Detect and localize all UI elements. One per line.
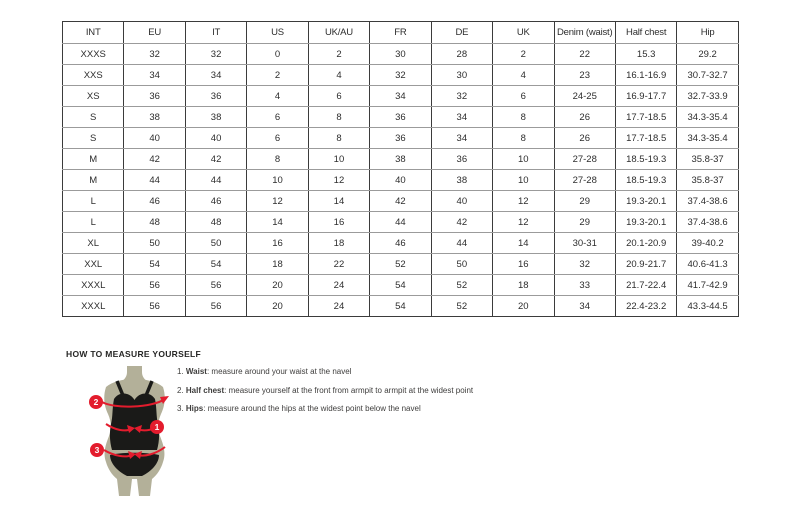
size-chart-cell: 50 [124, 233, 185, 254]
measure-steps [177, 366, 507, 422]
size-chart-cell: 16 [308, 212, 369, 233]
size-chart-cell: 36 [370, 128, 431, 149]
size-chart-cell: 8 [308, 128, 369, 149]
size-chart-cell: 56 [185, 275, 246, 296]
step-number: 2. [177, 385, 184, 395]
size-chart-cell: 6 [308, 86, 369, 107]
size-chart-header-cell: Half chest [615, 22, 676, 44]
figure-badge-half-chest: 2 [89, 395, 103, 409]
size-chart-cell: 29 [554, 191, 615, 212]
size-chart-cell: 2 [247, 65, 308, 86]
size-chart-cell: 27-28 [554, 149, 615, 170]
size-chart-row [63, 212, 739, 233]
size-chart-cell: 10 [493, 170, 554, 191]
figure-badge-hips: 3 [90, 443, 104, 457]
size-chart-cell: 40 [124, 128, 185, 149]
size-chart-cell: 42 [185, 149, 246, 170]
size-chart-cell: 14 [493, 233, 554, 254]
size-chart-cell: 0 [247, 44, 308, 65]
size-chart-cell: 40 [185, 128, 246, 149]
size-chart-cell: 22 [554, 44, 615, 65]
measure-heading: HOW TO MEASURE YOURSELF [66, 349, 202, 359]
size-chart-table [62, 21, 739, 317]
size-chart-cell: 20 [247, 296, 308, 317]
size-chart-cell: 42 [124, 149, 185, 170]
size-chart-header-cell: IT [185, 22, 246, 44]
size-chart-cell: 42 [431, 212, 492, 233]
size-chart-cell: S [63, 128, 124, 149]
size-chart-cell: 30.7-32.7 [677, 65, 738, 86]
size-chart-cell: 20.9-21.7 [615, 254, 676, 275]
size-chart-cell: XXXL [63, 275, 124, 296]
size-chart-header-cell: EU [124, 22, 185, 44]
size-chart-cell: XXXL [63, 296, 124, 317]
size-chart-cell: 34.3-35.4 [677, 128, 738, 149]
size-chart-cell: 44 [185, 170, 246, 191]
size-chart-cell: 29.2 [677, 44, 738, 65]
size-chart-cell: 54 [124, 254, 185, 275]
size-chart-cell: 44 [431, 233, 492, 254]
size-chart-row [63, 107, 739, 128]
size-chart-cell: 40.6-41.3 [677, 254, 738, 275]
size-chart-row [63, 44, 739, 65]
size-chart-cell: 10 [247, 170, 308, 191]
size-chart-cell: 24 [308, 296, 369, 317]
size-chart-cell: 8 [247, 149, 308, 170]
size-chart-cell: 12 [308, 170, 369, 191]
size-chart-cell: 32.7-33.9 [677, 86, 738, 107]
size-chart-cell: 6 [247, 107, 308, 128]
size-chart-cell: 2 [493, 44, 554, 65]
size-chart-cell: 36 [431, 149, 492, 170]
size-chart-row [63, 191, 739, 212]
size-chart-cell: 8 [493, 128, 554, 149]
step-text: : measure yourself at the front from armpit to armpit at the widest point [224, 385, 474, 395]
size-chart-cell: 48 [124, 212, 185, 233]
size-chart-cell: 30-31 [554, 233, 615, 254]
size-chart-row [63, 275, 739, 296]
size-chart-cell: 37.4-38.6 [677, 212, 738, 233]
size-chart-cell: 12 [493, 191, 554, 212]
size-chart-row [63, 170, 739, 191]
size-chart-cell: 56 [185, 296, 246, 317]
size-chart-cell: 28 [431, 44, 492, 65]
size-chart-cell: 46 [124, 191, 185, 212]
size-chart-cell: 10 [493, 149, 554, 170]
size-chart-cell: 22.4-23.2 [615, 296, 676, 317]
size-chart-cell: 6 [247, 128, 308, 149]
size-chart-cell: 8 [308, 107, 369, 128]
size-chart-header-cell: Hip [677, 22, 738, 44]
size-chart-cell: 38 [370, 149, 431, 170]
figure-badge-waist: 1 [150, 420, 164, 434]
size-chart-cell: 23 [554, 65, 615, 86]
size-chart-cell: 16.9-17.7 [615, 86, 676, 107]
size-chart-cell: 32 [554, 254, 615, 275]
size-chart-cell: 34 [431, 107, 492, 128]
size-chart-header-cell: UK [493, 22, 554, 44]
size-chart-cell: 8 [493, 107, 554, 128]
size-chart-cell: 44 [370, 212, 431, 233]
size-chart-cell: 15.3 [615, 44, 676, 65]
step-label: Half chest [185, 385, 225, 395]
size-chart-cell: 26 [554, 128, 615, 149]
size-chart-cell: XS [63, 86, 124, 107]
size-chart-cell: 32 [370, 65, 431, 86]
size-chart-cell: 34 [431, 128, 492, 149]
size-chart-cell: 17.7-18.5 [615, 107, 676, 128]
size-chart-row [63, 86, 739, 107]
size-chart-cell: 2 [308, 44, 369, 65]
step-number: 3. [177, 404, 184, 413]
size-chart-cell: 36 [185, 86, 246, 107]
size-chart-cell: M [63, 170, 124, 191]
step-text: : measure around the hips at the widest point below the navel [203, 404, 421, 413]
size-chart-cell: 54 [370, 275, 431, 296]
size-chart-cell: 20.1-20.9 [615, 233, 676, 254]
size-chart-cell: 35.8-37 [677, 170, 738, 191]
size-chart-cell: 34 [554, 296, 615, 317]
size-chart-cell: 12 [493, 212, 554, 233]
size-chart-cell: 20 [247, 275, 308, 296]
size-chart-cell: 24 [308, 275, 369, 296]
size-chart-row [63, 128, 739, 149]
size-chart-cell: 32 [431, 86, 492, 107]
size-chart-cell: 22 [308, 254, 369, 275]
size-chart-cell: 17.7-18.5 [615, 128, 676, 149]
step-label: Waist [185, 367, 207, 376]
measure-step-half-chest [177, 385, 507, 397]
size-chart-cell: 50 [185, 233, 246, 254]
size-chart-section [62, 21, 739, 317]
size-chart-row [63, 296, 739, 317]
size-chart-cell: 34.3-35.4 [677, 107, 738, 128]
mannequin-neck [122, 366, 147, 381]
size-chart-cell: XXXS [63, 44, 124, 65]
size-chart-cell: M [63, 149, 124, 170]
size-chart-cell: 38 [124, 107, 185, 128]
size-chart-header-cell: UK/AU [308, 22, 369, 44]
size-chart-cell: 37.4-38.6 [677, 191, 738, 212]
size-chart-cell: 44 [124, 170, 185, 191]
size-chart-cell: 40 [431, 191, 492, 212]
size-chart-cell: 32 [185, 44, 246, 65]
size-chart-cell: 14 [308, 191, 369, 212]
size-chart-cell: 16.1-16.9 [615, 65, 676, 86]
size-chart-row [63, 149, 739, 170]
size-chart-cell: 16 [493, 254, 554, 275]
size-chart-row [63, 233, 739, 254]
size-chart-cell: 35.8-37 [677, 149, 738, 170]
size-chart-header-cell: Denim (waist) [554, 22, 615, 44]
size-chart-cell: 39-40.2 [677, 233, 738, 254]
size-chart-cell: 36 [370, 107, 431, 128]
size-chart-cell: 33 [554, 275, 615, 296]
size-chart-header-row [63, 22, 739, 44]
size-chart-header-cell: INT [63, 22, 124, 44]
size-chart-cell: 30 [370, 44, 431, 65]
size-chart-cell: 56 [124, 296, 185, 317]
size-chart-cell: XL [63, 233, 124, 254]
size-chart-cell: 46 [185, 191, 246, 212]
size-chart-cell: 48 [185, 212, 246, 233]
size-chart-cell: 34 [185, 65, 246, 86]
measure-step-hips [177, 403, 507, 415]
size-chart-cell: 19.3-20.1 [615, 212, 676, 233]
size-chart-cell: 46 [370, 233, 431, 254]
size-chart-cell: 50 [431, 254, 492, 275]
size-chart-cell: 52 [431, 275, 492, 296]
size-chart-cell: 30 [431, 65, 492, 86]
step-label: Hips [185, 404, 204, 413]
measure-step-waist [177, 366, 507, 378]
size-chart-cell: 4 [247, 86, 308, 107]
size-chart-header-cell: US [247, 22, 308, 44]
size-chart-cell: 52 [431, 296, 492, 317]
size-chart-cell: L [63, 212, 124, 233]
size-chart-cell: 32 [124, 44, 185, 65]
size-chart-header-cell: DE [431, 22, 492, 44]
size-chart-cell: 18 [308, 233, 369, 254]
size-chart-cell: XXS [63, 65, 124, 86]
size-chart-cell: 20 [493, 296, 554, 317]
size-chart-cell: 34 [370, 86, 431, 107]
size-chart-cell: 26 [554, 107, 615, 128]
size-chart-row [63, 254, 739, 275]
size-chart-header-cell: FR [370, 22, 431, 44]
size-chart-cell: 16 [247, 233, 308, 254]
size-chart-cell: 43.3-44.5 [677, 296, 738, 317]
size-chart-cell: 18 [247, 254, 308, 275]
size-chart-cell: 41.7-42.9 [677, 275, 738, 296]
size-chart-cell: 4 [493, 65, 554, 86]
size-chart-cell: S [63, 107, 124, 128]
measurement-figure [82, 366, 187, 496]
size-chart-cell: 18.5-19.3 [615, 149, 676, 170]
size-chart-cell: 54 [370, 296, 431, 317]
size-chart-cell: 21.7-22.4 [615, 275, 676, 296]
size-chart-cell: L [63, 191, 124, 212]
size-chart-cell: 24-25 [554, 86, 615, 107]
size-chart-cell: 52 [370, 254, 431, 275]
size-chart-cell: 27-28 [554, 170, 615, 191]
size-chart-cell: XXL [63, 254, 124, 275]
step-text: : measure around your waist at the navel [206, 367, 352, 376]
size-chart-cell: 4 [308, 65, 369, 86]
size-chart-cell: 10 [308, 149, 369, 170]
size-chart-cell: 38 [431, 170, 492, 191]
size-chart-cell: 18.5-19.3 [615, 170, 676, 191]
size-chart-row [63, 65, 739, 86]
size-chart-cell: 12 [247, 191, 308, 212]
step-number: 1. [177, 367, 184, 376]
mannequin-illustration [82, 366, 187, 496]
size-chart-cell: 6 [493, 86, 554, 107]
size-chart-cell: 19.3-20.1 [615, 191, 676, 212]
size-chart-cell: 36 [124, 86, 185, 107]
size-chart-cell: 40 [370, 170, 431, 191]
size-chart-cell: 34 [124, 65, 185, 86]
size-chart-cell: 54 [185, 254, 246, 275]
size-chart-cell: 56 [124, 275, 185, 296]
size-chart-cell: 14 [247, 212, 308, 233]
size-chart-cell: 42 [370, 191, 431, 212]
size-chart-cell: 38 [185, 107, 246, 128]
size-chart-cell: 29 [554, 212, 615, 233]
size-chart-cell: 18 [493, 275, 554, 296]
